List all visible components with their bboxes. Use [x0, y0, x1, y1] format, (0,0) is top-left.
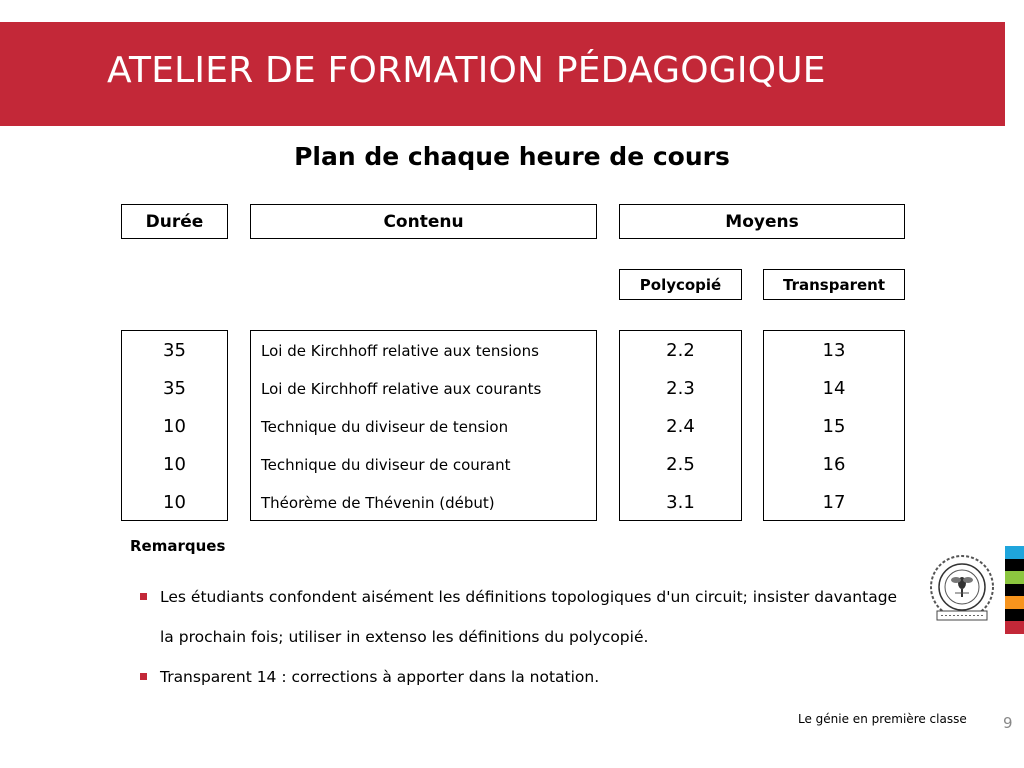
polycopie-cell: 2.5: [666, 454, 695, 475]
duree-cell: 10: [163, 416, 186, 437]
stripe: [1005, 571, 1024, 584]
duree-cell: 10: [163, 492, 186, 513]
remark-item: [140, 657, 900, 697]
column-duree: [121, 330, 228, 521]
duree-cell: 35: [163, 340, 186, 361]
contenu-cell: Loi de Kirchhoff relative aux tensions: [261, 342, 539, 360]
remark-item: [140, 577, 900, 657]
column-polycopie: [619, 330, 742, 521]
header-contenu: Contenu: [250, 204, 597, 239]
duree-cell: 10: [163, 454, 186, 475]
page-number: 9: [1003, 714, 1013, 732]
duree-cell: 35: [163, 378, 186, 399]
polycopie-cell: 3.1: [666, 492, 695, 513]
header-moyens: Moyens: [619, 204, 905, 239]
remark-text: Transparent 14 : corrections à apporter dans la notation.: [160, 668, 600, 686]
remark-text: Les étudiants confondent aisément les définitions topologiques d'un circuit; insister davantage la prochain fois; utiliser in extenso les définitions du polycopié.: [160, 588, 898, 646]
transparent-cell: 16: [822, 454, 846, 475]
slide-subtitle: Plan de chaque heure de cours: [294, 142, 730, 171]
column-contenu: [250, 330, 597, 521]
header-duree: Durée: [121, 204, 228, 239]
transparent-cell: 15: [822, 416, 846, 437]
header-polycopie: Polycopié: [619, 269, 742, 300]
footer-tagline: Le génie en première classe: [798, 712, 967, 726]
column-transparent: [763, 330, 905, 521]
color-stripes: [1005, 546, 1024, 634]
transparent-cell: 14: [822, 378, 846, 399]
transparent-cell: 17: [822, 492, 846, 513]
contenu-cell: Technique du diviseur de courant: [261, 456, 511, 474]
bullet-square-icon: [140, 673, 147, 680]
remarks-list: [140, 577, 900, 697]
stripe: [1005, 596, 1024, 609]
header-transparent: Transparent: [763, 269, 905, 300]
contenu-cell: Technique du diviseur de tension: [261, 418, 509, 436]
polytechnique-seal-icon: [927, 553, 997, 625]
remarks-heading: Remarques: [130, 537, 226, 555]
stripe: [1005, 621, 1024, 634]
polycopie-cell: 2.2: [666, 340, 695, 361]
stripe: [1005, 559, 1024, 572]
stripe: [1005, 584, 1024, 597]
transparent-cell: 13: [822, 340, 846, 361]
stripe: [1005, 609, 1024, 622]
stripe: [1005, 546, 1024, 559]
polycopie-cell: 2.4: [666, 416, 695, 437]
bullet-square-icon: [140, 593, 147, 600]
polycopie-cell: 2.3: [666, 378, 695, 399]
slide-title: ATELIER DE FORMATION PÉDAGOGIQUE: [107, 50, 826, 91]
contenu-cell: Loi de Kirchhoff relative aux courants: [261, 380, 542, 398]
contenu-cell: Théorème de Thévenin (début): [261, 494, 495, 512]
